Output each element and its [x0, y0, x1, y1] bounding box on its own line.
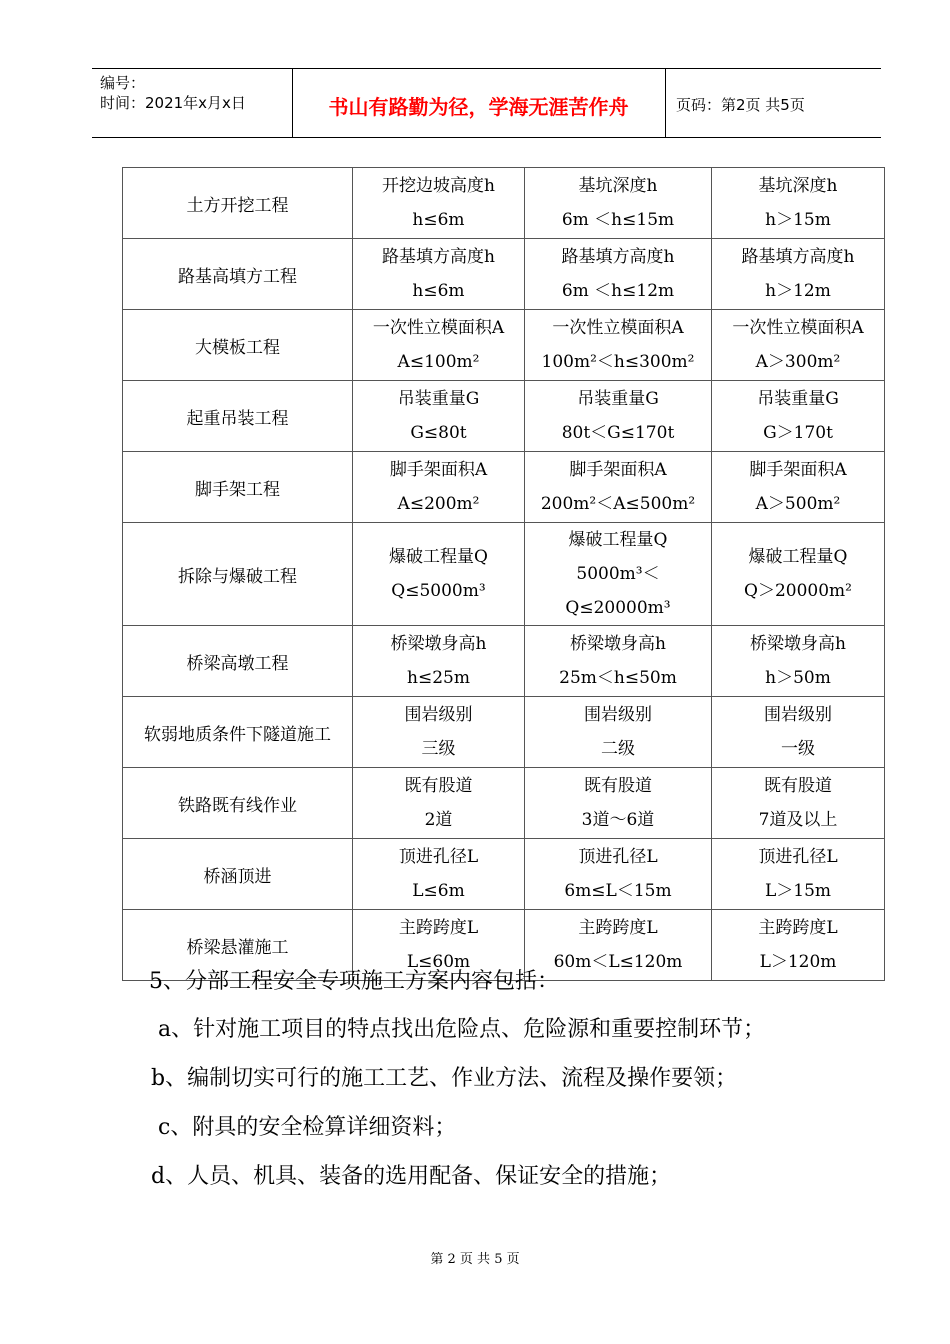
criteria-cell: [353, 310, 525, 381]
list-item-d: d、人员、机具、装备的选用配备、保证安全的措施；: [151, 1164, 672, 1189]
criteria-label: 一次性立模面积A: [552, 318, 684, 338]
criteria-cell: [712, 523, 885, 626]
criteria-cell: [712, 381, 885, 452]
criteria-range: A≤100m²: [397, 352, 480, 372]
criteria-label: 路基填方高度h: [382, 247, 495, 267]
header-date: 时间：2021年x月x日: [100, 94, 246, 112]
criteria-cell: [353, 452, 525, 523]
criteria-range: Q≤5000m³: [391, 581, 486, 601]
criteria-label: 一次性立模面积A: [732, 318, 864, 338]
criteria-label: 脚手架面积A: [569, 460, 667, 480]
list-item-a: a、针对施工项目的特点找出危险点、危险源和重要控制环节；: [158, 1017, 766, 1042]
criteria-range: 3道～6道: [581, 810, 655, 830]
criteria-cell: [712, 839, 885, 910]
header-page-number: 页码：第2页 共5页: [676, 96, 805, 114]
table-row: [123, 839, 885, 910]
criteria-range: A≤200m²: [397, 494, 480, 514]
criteria-label: 桥梁墩身高h: [570, 634, 666, 654]
project-name-cell: 路基高填方工程: [123, 239, 353, 310]
criteria-range: 2道: [424, 810, 453, 830]
criteria-cell: [353, 168, 525, 239]
criteria-range: 100m²＜h≤300m²: [541, 352, 695, 372]
criteria-range: L＞120m: [759, 952, 837, 972]
project-name-cell: 拆除与爆破工程: [123, 523, 353, 626]
criteria-label: 脚手架面积A: [749, 460, 847, 480]
project-name-cell: 软弱地质条件下隧道施工: [123, 697, 353, 768]
project-name-cell: 铁路既有线作业: [123, 768, 353, 839]
criteria-cell: [353, 239, 525, 310]
project-name-cell: 桥涵顶进: [123, 839, 353, 910]
criteria-cell: [525, 839, 712, 910]
criteria-label: 爆破工程量Q: [568, 530, 668, 550]
criteria-label: 脚手架面积A: [389, 460, 488, 480]
criteria-label: 一次性立模面积A: [372, 318, 505, 338]
project-name-cell: 桥梁悬灌施工: [123, 910, 353, 981]
criteria-label: 顶进孔径L: [578, 847, 658, 867]
criteria-label: 开挖边坡高度h: [382, 176, 495, 196]
table-row: [123, 523, 885, 626]
criteria-cell: [525, 168, 712, 239]
criteria-cell: [525, 523, 712, 626]
criteria-cell: [525, 381, 712, 452]
criteria-label: 爆破工程量Q: [748, 547, 848, 567]
section-heading: 5、分部工程安全专项施工方案内容包括：: [149, 969, 559, 994]
criteria-range: h≤6m: [412, 210, 465, 230]
criteria-cell: [525, 697, 712, 768]
engineering-scale-table: [122, 167, 885, 981]
criteria-label: 既有股道: [764, 776, 832, 796]
criteria-label: 围岩级别: [764, 705, 832, 725]
criteria-cell: [525, 452, 712, 523]
criteria-range: 6m ＜h≤15m: [561, 210, 675, 230]
page-header: [92, 68, 881, 138]
list-item-c: c、附具的安全检算详细资料；: [158, 1115, 457, 1140]
criteria-range: 一级: [781, 739, 815, 759]
criteria-label: 吊装重量G: [757, 389, 839, 409]
criteria-cell: [712, 910, 885, 981]
criteria-cell: [525, 239, 712, 310]
table-row: [123, 168, 885, 239]
criteria-range: 6m ＜h≤12m: [561, 281, 675, 301]
criteria-cell: [712, 768, 885, 839]
criteria-label: 基坑深度h: [758, 176, 838, 196]
criteria-cell: [712, 310, 885, 381]
criteria-label: 桥梁墩身高h: [390, 634, 487, 654]
table-row: [123, 768, 885, 839]
criteria-cell: [712, 168, 885, 239]
criteria-label: 主跨跨度L: [398, 918, 479, 938]
criteria-range: 二级: [601, 739, 635, 759]
criteria-label: 既有股道: [584, 776, 652, 796]
criteria-label: 围岩级别: [404, 705, 473, 725]
criteria-label: 基坑深度h: [578, 176, 658, 196]
criteria-label: 顶进孔径L: [398, 847, 479, 867]
criteria-label: 桥梁墩身高h: [750, 634, 846, 654]
criteria-label: 路基填方高度h: [741, 247, 855, 267]
table-row: [123, 310, 885, 381]
criteria-label: 路基填方高度h: [561, 247, 675, 267]
table-row: [123, 452, 885, 523]
criteria-cell: [712, 452, 885, 523]
criteria-range: 5000m³＜Q≤20000m³: [565, 564, 671, 618]
criteria-cell: [353, 697, 525, 768]
criteria-range: h≤6m: [412, 281, 465, 301]
criteria-label: 吊装重量G: [397, 389, 480, 409]
criteria-label: 主跨跨度L: [758, 918, 838, 938]
criteria-cell: [525, 310, 712, 381]
criteria-label: 围岩级别: [584, 705, 652, 725]
criteria-cell: [353, 381, 525, 452]
criteria-label: 爆破工程量Q: [389, 547, 488, 567]
criteria-range: Q＞20000m²: [744, 581, 852, 601]
criteria-cell: [353, 523, 525, 626]
list-item-b: b、编制切实可行的施工工艺、作业方法、流程及操作要领；: [151, 1066, 738, 1091]
criteria-range: G≤80t: [410, 423, 467, 443]
criteria-range: 7道及以上: [758, 810, 838, 830]
criteria-range: L≤60m: [406, 952, 471, 972]
page-footer: 第 2 页 共 5 页: [430, 1252, 520, 1267]
criteria-range: h＞50m: [765, 668, 831, 688]
criteria-cell: [353, 626, 525, 697]
criteria-cell: [525, 626, 712, 697]
criteria-range: h≤25m: [407, 668, 470, 688]
criteria-range: 三级: [421, 739, 456, 759]
criteria-cell: [353, 768, 525, 839]
header-number-label: 编号：: [100, 74, 146, 92]
table-row: [123, 381, 885, 452]
header-motto: 书山有路勤为径，学海无涯苦作舟: [328, 95, 629, 119]
criteria-label: 吊装重量G: [577, 389, 659, 409]
criteria-range: 6m≤L＜15m: [564, 881, 672, 901]
criteria-range: L＞15m: [764, 881, 832, 901]
header-divider: [665, 69, 666, 137]
header-meta: [100, 73, 246, 113]
criteria-range: A＞500m²: [755, 494, 841, 514]
table-body: [123, 168, 885, 981]
criteria-range: h＞15m: [765, 210, 831, 230]
table-row: [123, 239, 885, 310]
criteria-range: G＞170t: [763, 423, 833, 443]
criteria-label: 主跨跨度L: [578, 918, 658, 938]
criteria-range: 25m＜h≤50m: [559, 668, 677, 688]
table-row: [123, 626, 885, 697]
criteria-cell: [712, 626, 885, 697]
criteria-range: 200m²＜A≤500m²: [540, 494, 696, 514]
criteria-label: 既有股道: [404, 776, 473, 796]
project-name-cell: 脚手架工程: [123, 452, 353, 523]
criteria-range: L≤6m: [412, 881, 465, 901]
criteria-cell: [712, 239, 885, 310]
criteria-cell: [712, 697, 885, 768]
criteria-cell: [353, 839, 525, 910]
table-row: [123, 697, 885, 768]
project-name-cell: 大模板工程: [123, 310, 353, 381]
criteria-label: 顶进孔径L: [758, 847, 838, 867]
criteria-range: A＞300m²: [755, 352, 841, 372]
project-name-cell: 桥梁高墩工程: [123, 626, 353, 697]
project-name-cell: 起重吊装工程: [123, 381, 353, 452]
project-name-cell: 土方开挖工程: [123, 168, 353, 239]
criteria-range: 80t＜G≤170t: [561, 423, 675, 443]
criteria-range: h＞12m: [765, 281, 831, 301]
criteria-range: 60m＜L≤120m: [553, 952, 683, 972]
criteria-cell: [525, 768, 712, 839]
